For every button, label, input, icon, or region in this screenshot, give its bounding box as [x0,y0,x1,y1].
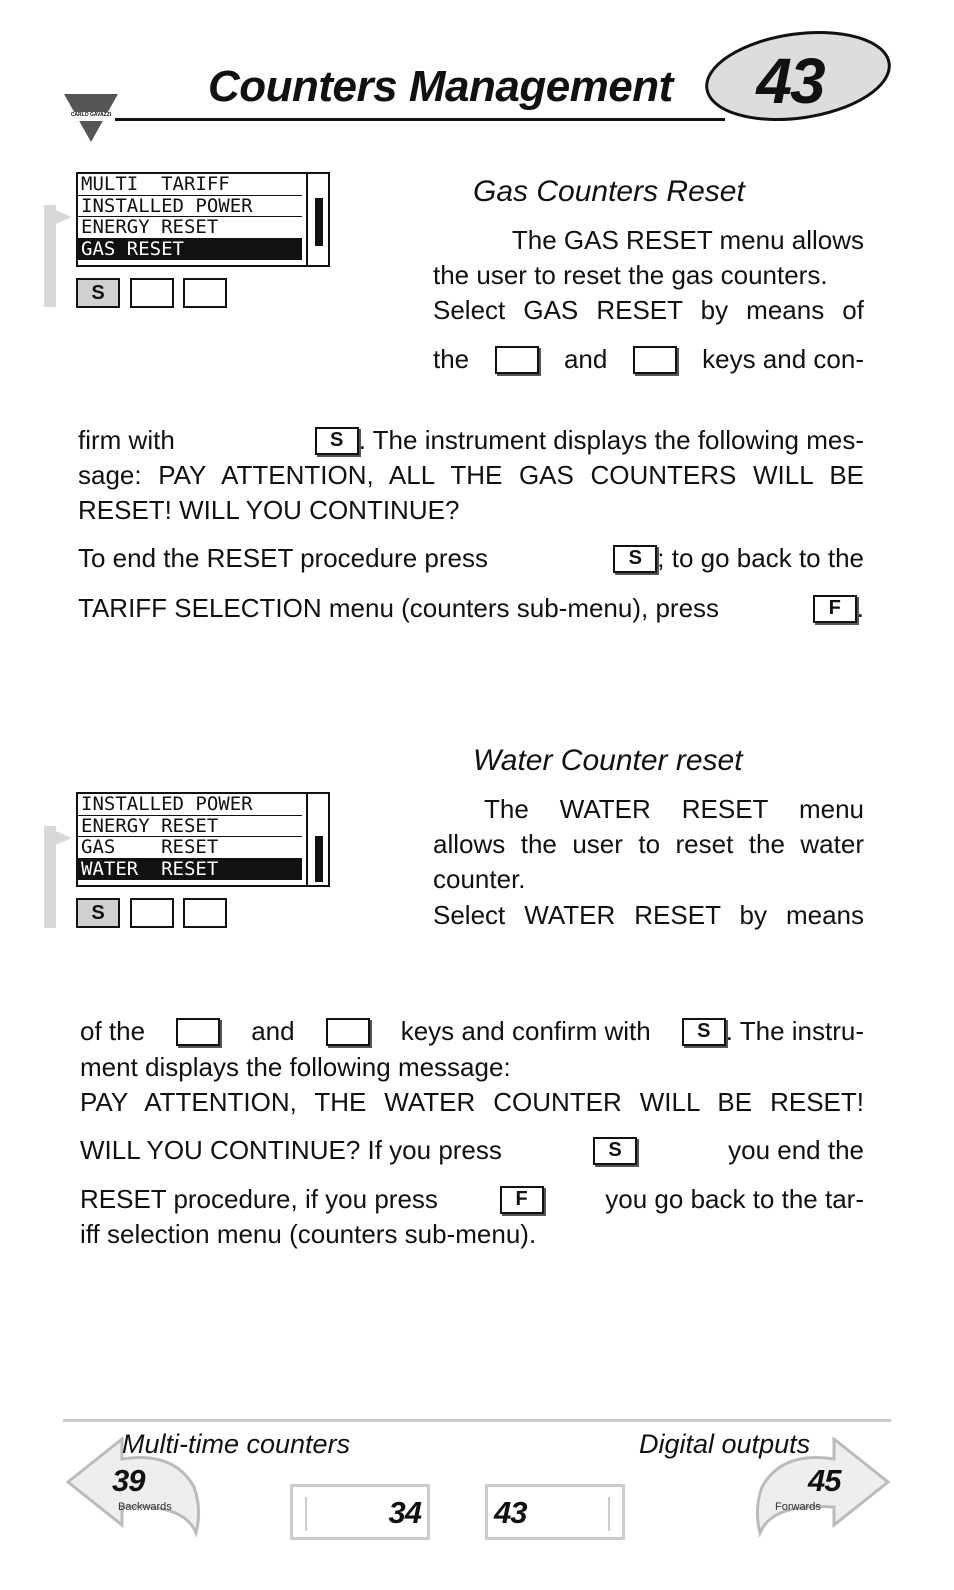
box-divider [305,1497,307,1531]
text: the [433,344,470,374]
water-paragraph-line: ment displays the following message: [80,1052,511,1082]
water-paragraph-line: iff selection menu (counters sub-menu). [80,1219,537,1249]
gas-menu-display [76,172,330,267]
s-key-button[interactable]: S [76,278,120,308]
water-text-line: counter. [433,864,526,894]
s-key-button[interactable]: S [76,898,120,928]
water-paragraph-line [80,1014,864,1050]
up-key-button[interactable] [130,278,174,308]
display-scroll-thumb [315,836,323,882]
gas-section-title: Gas Counters Reset [473,175,745,208]
text: of the [80,1016,146,1046]
down-key-inline [326,1018,370,1046]
forward-page-number[interactable]: 45 [808,1463,841,1498]
display-row: INSTALLED POWER [78,794,302,816]
text: and [251,1016,295,1046]
display-side-tab-arrow [44,205,72,229]
water-menu-display [76,792,330,887]
display-row-selected: WATER RESET [78,859,302,881]
footer-rule [63,1419,891,1422]
water-text-line: allows the user to reset the water [433,829,864,859]
text: TARIFF SELECTION menu (counters sub-menu), press [78,593,720,623]
gas-paragraph-line [78,541,864,577]
s-key-inline: S [682,1018,726,1046]
water-text-line: Select WATER RESET by means [433,900,864,930]
header-rule [115,118,725,121]
page-index-left: 34 [388,1495,421,1530]
display-row: GAS RESET [78,837,302,859]
gas-paragraph-line [78,423,864,459]
forward-word: Forwards [775,1501,821,1513]
down-key-button[interactable] [183,278,227,308]
gas-text-line: the user to reset the gas counters. [433,260,828,290]
text: . [856,593,864,623]
text: . The instrument displays the following mes- [358,425,864,455]
page-number: 43 [756,45,824,117]
forward-link-label[interactable]: Digital outputs [639,1429,811,1459]
water-text-line: The WATER RESET menu [484,794,864,824]
water-paragraph-line [80,1182,864,1218]
gas-paragraph-line: RESET! WILL YOU CONTINUE? [78,495,460,525]
up-key-inline [176,1018,220,1046]
water-paragraph-line: PAY ATTENTION, THE WATER COUNTER WILL BE RESET! [80,1087,864,1117]
page-title: Counters Management [208,62,673,111]
display-scroll-thumb [315,198,323,246]
text: ; to go back to the [657,543,864,573]
f-key-inline: F [813,595,857,623]
text: To end the RESET procedure press [78,543,488,573]
text: keys and confirm with [400,1016,651,1046]
down-key-inline [633,346,677,374]
f-key-inline: F [500,1186,544,1214]
up-key-inline [495,346,539,374]
display-row: ENERGY RESET [78,217,302,239]
text: . The instru- [725,1016,864,1046]
water-paragraph-line [80,1133,864,1169]
gas-paragraph-line [78,591,864,627]
s-key-inline: S [315,427,359,455]
display-row: INSTALLED POWER [78,196,302,218]
gas-text-line [433,342,864,378]
gas-text-line: Select GAS RESET by means of [433,295,864,325]
gas-paragraph-line: sage: PAY ATTENTION, ALL THE GAS COUNTERS WILL BE [78,460,864,490]
down-key-button[interactable] [183,898,227,928]
back-link-label[interactable]: Multi-time counters [122,1429,351,1459]
display-side-tab-arrow [44,826,72,850]
box-divider [608,1497,610,1531]
text: WILL YOU CONTINUE? If you press [80,1135,502,1165]
page-index-box-right[interactable] [485,1484,625,1540]
back-word: Backwards [118,1501,172,1513]
up-key-button[interactable] [130,898,174,928]
page-index-box-left[interactable] [290,1484,430,1540]
text: RESET procedure, if you press [80,1184,438,1214]
text: firm with [78,425,175,455]
back-page-number[interactable]: 39 [112,1463,145,1498]
page-index-right: 43 [494,1495,527,1530]
text: you go back to the tar- [605,1184,864,1214]
s-key-inline: S [593,1137,637,1165]
text: you end the [728,1135,864,1165]
carlo-gavazzi-logo [62,92,120,148]
gas-text-line: The GAS RESET menu allows [511,225,864,255]
text: and [563,344,608,374]
display-row: MULTI TARIFF [78,174,302,196]
water-section-title: Water Counter reset [473,744,743,777]
display-row: ENERGY RESET [78,816,302,838]
logo-text: CARLO GAVAZZI [70,112,112,118]
display-row-selected: GAS RESET [78,239,302,261]
text: keys and con- [702,344,864,374]
s-key-inline: S [613,545,657,573]
